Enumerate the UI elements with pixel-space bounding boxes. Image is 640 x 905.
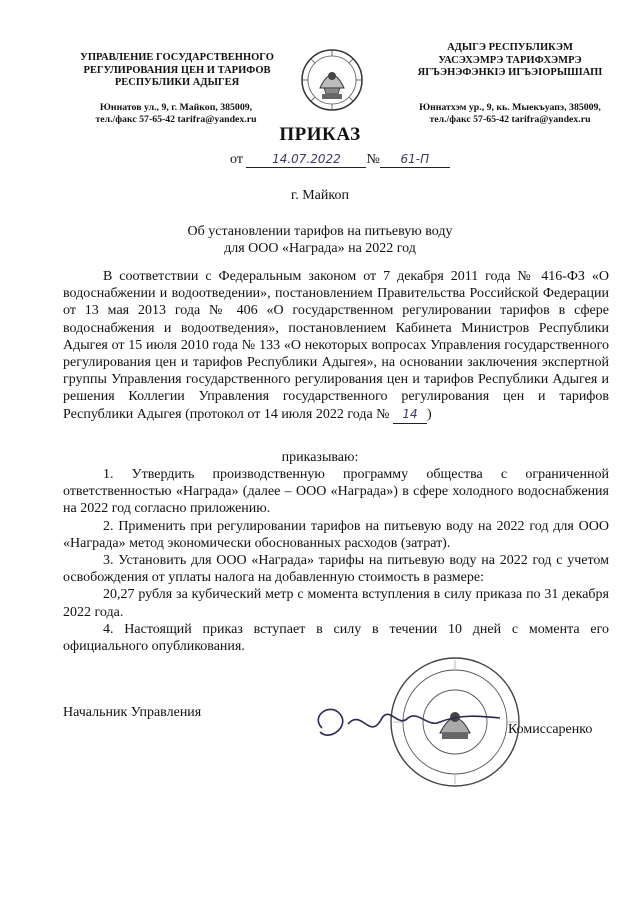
org-line: УПРАВЛЕНИЕ ГОСУДАРСТВЕННОГО: [80, 52, 274, 63]
signatory-position: Начальник Управления: [63, 705, 202, 720]
subject-line: Об установлении тарифов на питьевую воду: [187, 224, 453, 239]
order-item: 2. Применить при регулировании тарифов на питьевую воду на 2022 год для ООО «Награда» метод экономически обоснованных расходов (затрат).: [63, 518, 609, 551]
org-line: АДЫГЭ РЕСПУБЛИКЭМ: [447, 42, 573, 53]
order-item: 20,27 рубля за кубический метр с момента вступления в силу приказа по 31 декабря 2022 года.: [63, 587, 609, 620]
coat-of-arms-icon: [300, 48, 364, 112]
date-value: 14.07.2022: [246, 152, 366, 168]
org-address-russian: [66, 102, 286, 126]
address-line: Юннатов ул., 9, г. Майкоп, 385009,: [99, 102, 253, 113]
contact-line: тел./факс 57-65-42 tarifra@yandex.ru: [429, 114, 591, 125]
document-title: ПРИКАЗ: [279, 124, 361, 145]
protocol-number: 14: [393, 406, 427, 424]
preamble: [63, 268, 609, 424]
date-number-line: [230, 152, 490, 168]
order-item: 3. Установить для ООО «Награда» тарифы на питьевую воду на 2022 год с учетом освобождения от уплаты налога на добавленную стоимость в размере:: [63, 553, 609, 586]
preamble-text: В соответствии с Федеральным законом от 7 декабря 2011 года № 416-ФЗ «О водоснабжении и водоотведении», постановлением Правительства Российской Федерации от 13 мая 2013 года № 406 «О государственном регулировании тарифов в сфере водоснабжения и водоотведения», постановлением Кабинета Министров Республики Адыгея от 15 июля 2010 года № 133 «О некоторых вопросах Управления государственного регулирования цен и тарифов Республики Адыгея», на основании заключения экспертной группы Управления государственного регулирования цен и тарифов Республики Адыгея и решения Коллегии Управления государственного регулирования цен и тарифов Республики Адыгея (протокол от 14 июля 2022 года №: [63, 269, 609, 422]
org-line: РЕСПУБЛИКИ АДЫГЕЯ: [114, 77, 240, 88]
address-line: Юннатхэм ур., 9, кь. Мыекъуапэ, 385009,: [419, 102, 601, 113]
order-items: [63, 466, 609, 655]
date-prefix: от: [230, 152, 243, 167]
org-address-adyghe: [400, 102, 620, 126]
subject-line: для ООО «Награда» на 2022 год: [224, 241, 416, 256]
order-word: приказываю:: [281, 450, 359, 465]
org-line: ЯГЪЭНЭФЭНКІЭ ИГЪЭІОРЫШІАПІ: [417, 67, 603, 78]
org-name-adyghe: [395, 42, 625, 80]
order-subject: [0, 223, 640, 257]
org-name-russian: [62, 52, 292, 90]
contact-line: тел./факс 57-65-42 tarifra@yandex.ru: [95, 114, 257, 125]
handwritten-signature-icon: [300, 688, 530, 763]
number-prefix: №: [366, 152, 380, 167]
city: г. Майкоп: [291, 188, 349, 203]
order-item: 1. Утвердить производственную программу общества с ограниченной ответственностью «Награда» (далее – ООО «Награда») в сфере холодного водоснабжения на 2022 год согласно приложению.: [63, 467, 609, 517]
order-number: 61-П: [380, 152, 450, 168]
signatory-name: Комиссаренко: [508, 722, 593, 737]
org-line: РЕГУЛИРОВАНИЯ ЦЕН И ТАРИФОВ: [83, 64, 271, 76]
protocol-close: ): [427, 406, 432, 422]
org-line: УАСЭХЭМРЭ ТАРИФХЭМРЭ: [438, 54, 582, 66]
order-item: 4. Настоящий приказ вступает в силу в течении 10 дней с момента его официального опубликования.: [63, 621, 609, 655]
